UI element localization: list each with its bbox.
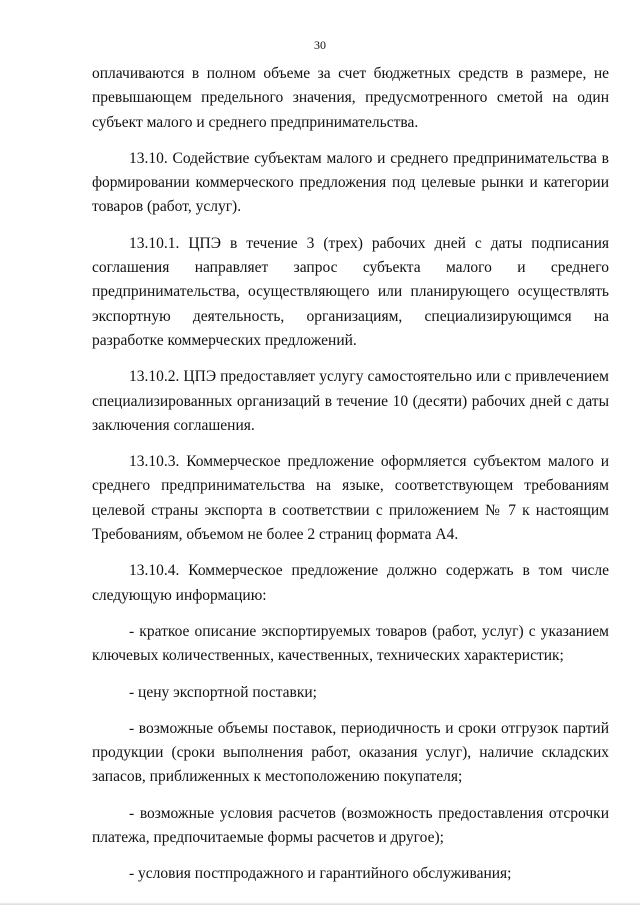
list-item-volumes: - возможные объемы поставок, периодичность и сроки отгрузок партий продукции (сроки выполнения работ, оказания услуг), наличие складских запасов, приближенных к местоположению покупателя;	[92, 719, 609, 786]
paragraph-13-10-3: 13.10.3. Коммерческое предложение оформляется субъектом малого и среднего предпринимательства на языке, соответствующем требованиям целевой страны экспорта в соответствии с приложением № 7 к настоящим Требованиям, объемом не более 2 страниц формата А4.	[92, 453, 609, 544]
document-body	[92, 62, 609, 887]
list-item-price: - цену экспортной поставки;	[129, 683, 317, 701]
page-number: 30	[314, 38, 326, 52]
paragraph-13-10-2: 13.10.2. ЦПЭ предоставляет услугу самостоятельно или с привлечением специализированных организаций в течение 10 (десяти) рабочих дней с даты заключения соглашения.	[92, 368, 609, 434]
paragraph-13-10-1: 13.10.1. ЦПЭ в течение 3 (трех) рабочих дней с даты подписания соглашения направляет запрос субъекта малого и среднего предпринимательства, осуществляющего или планирующего осуществлять экспортную деятельность, организациям, специализирующимся на разработке коммерческих предложений.	[92, 234, 609, 349]
list-item-payment-terms: - возможные условия расчетов (возможность предоставления отсрочки платежа, предпочитаемые формы расчетов и другое);	[92, 804, 609, 847]
list-item-description: - краткое описание экспортируемых товаров (работ, услуг) с указанием ключевых количественных, качественных, технических характеристик;	[92, 622, 609, 665]
paragraph-13-10: 13.10. Содействие субъектам малого и среднего предпринимательства в формировании коммерческого предложения под целевые рынки и категории товаров (работ, услуг).	[92, 149, 609, 216]
paragraph-continuation: оплачиваются в полном объеме за счет бюджетных средств в размере, не превышающем предельного значения, предусмотренного сметой на один субъект малого и среднего предпринимательства.	[92, 65, 609, 131]
paragraph-13-10-4: 13.10.4. Коммерческое предложение должно содержать в том числе следующую информацию:	[92, 562, 609, 604]
list-item-service: - условия постпродажного и гарантийного обслуживания;	[129, 865, 512, 883]
